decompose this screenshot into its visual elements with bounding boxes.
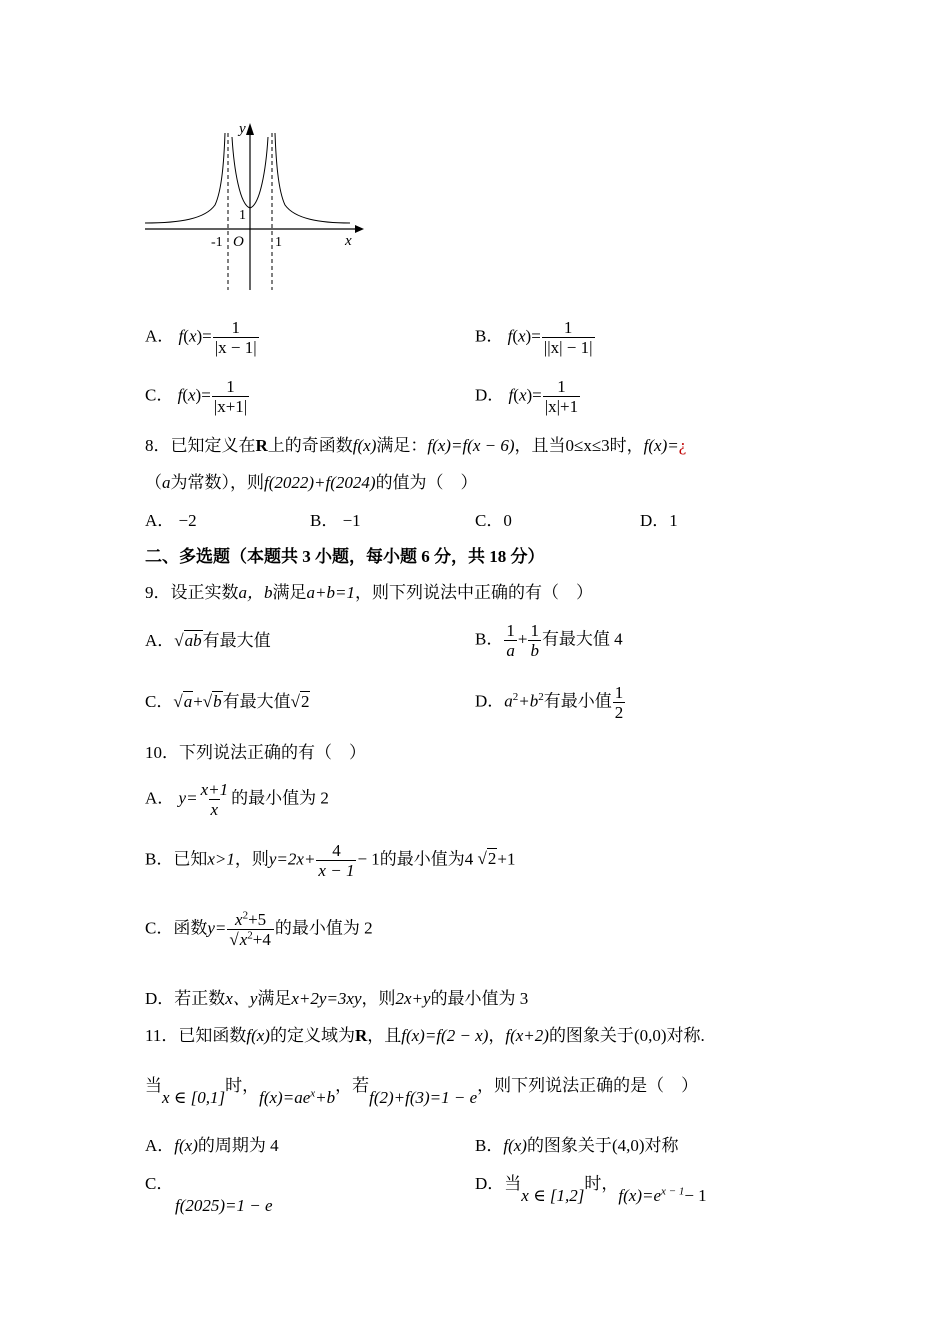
q9-option-c[interactable]: C．√a+√b有最大值√2 (145, 692, 310, 711)
q11-option-b[interactable]: B．f(x)的图象关于(4,0)对称 (475, 1136, 679, 1155)
q9-option-b[interactable]: B． $\frac{1}{a}$ + $\frac{1}{b}$ 有最大值 4 (475, 621, 623, 660)
q9-option-d[interactable]: D．$a^2+b^2$有最小值 $\frac{1}{2}$ (475, 683, 624, 722)
q11-stem-line2: 当x ∈ [0,1]时，$f(x)=ae^x+b$，若f(2)+f(3)=1 − e，则下列说法正确的是（ ） (145, 1076, 699, 1107)
q10-option-b[interactable]: B．已知x>1，则y=2x+ $\frac{4}{x - 1}$ − 1的最小值为4 √2+1 (145, 841, 516, 880)
x-label: x (345, 233, 352, 249)
y-one-label: 1 (239, 208, 246, 223)
y-label: y (239, 121, 246, 137)
q11-option-d[interactable]: D．当x ∈ [1,2]时，$f(x)=e^{x - 1}- 1$ (475, 1174, 707, 1205)
curve-right (275, 133, 350, 223)
q7-option-c[interactable]: C． f(x)= $\frac{1}{|x+1|}$ (145, 377, 248, 416)
y-axis-arrow (246, 123, 254, 135)
q8-option-a[interactable]: A． −2 (145, 511, 197, 530)
q8-option-c[interactable]: C．0 (475, 511, 512, 530)
origin-label: O (233, 234, 244, 250)
q11-option-c[interactable]: C． f(2025)=1 − e (145, 1174, 273, 1215)
section2-title: 二、多选题（本题共 3 小题，每小题 6 分，共 18 分） (145, 547, 545, 566)
x-axis-arrow (355, 225, 364, 233)
q8-stem-line1: 8．已知定义在R上的奇函数f(x)满足：f(x)=f(x − 6)，且当0≤x≤3时，f(x)=¿ (145, 436, 687, 455)
q10-option-a[interactable]: A． y= $\frac{x+1}{x}$ 的最小值为 2 (145, 780, 329, 819)
q8-stem-line2: （a为常数），则f(2022)+f(2024)的值为（ ） (145, 473, 478, 492)
q8-option-b[interactable]: B． −1 (310, 511, 361, 530)
q11-option-a[interactable]: A．f(x)的周期为 4 (145, 1136, 279, 1155)
q7-option-b[interactable]: B． f(x)= $\frac{1}{||x| - 1|}$ (475, 318, 593, 357)
q10-option-c[interactable]: C．函数y= $\frac{x^2+5}{√x^2+4}$ 的最小值为 2 (145, 909, 373, 949)
q10-stem: 10．下列说法正确的有（ ） (145, 743, 366, 762)
q7-option-a[interactable]: A． f(x)= $\frac{1}{|x - 1|}$ (145, 318, 257, 357)
curve-left (145, 133, 225, 223)
q11-stem-line1: 11．已知函数f(x)的定义域为R，且f(x)=f(2 − x)，f(x+2)的图象关于(0,0)对称. (145, 1026, 705, 1045)
q9-option-a[interactable]: A．√ab有最大值 (145, 631, 271, 650)
q9-stem: 9．设正实数a，b满足a+b=1，则下列说法中正确的有（ ） (145, 583, 593, 602)
q8-option-d[interactable]: D．1 (640, 511, 678, 530)
q7-option-d[interactable]: D． f(x)= $\frac{1}{|x|+1}$ (475, 377, 579, 416)
function-graph (140, 115, 370, 295)
neg-one-label: -1 (211, 235, 223, 250)
pos-one-label: 1 (275, 235, 282, 250)
q10-option-d[interactable]: D．若正数x、y满足x+2y=3xy，则2x+y的最小值为 3 (145, 989, 529, 1008)
